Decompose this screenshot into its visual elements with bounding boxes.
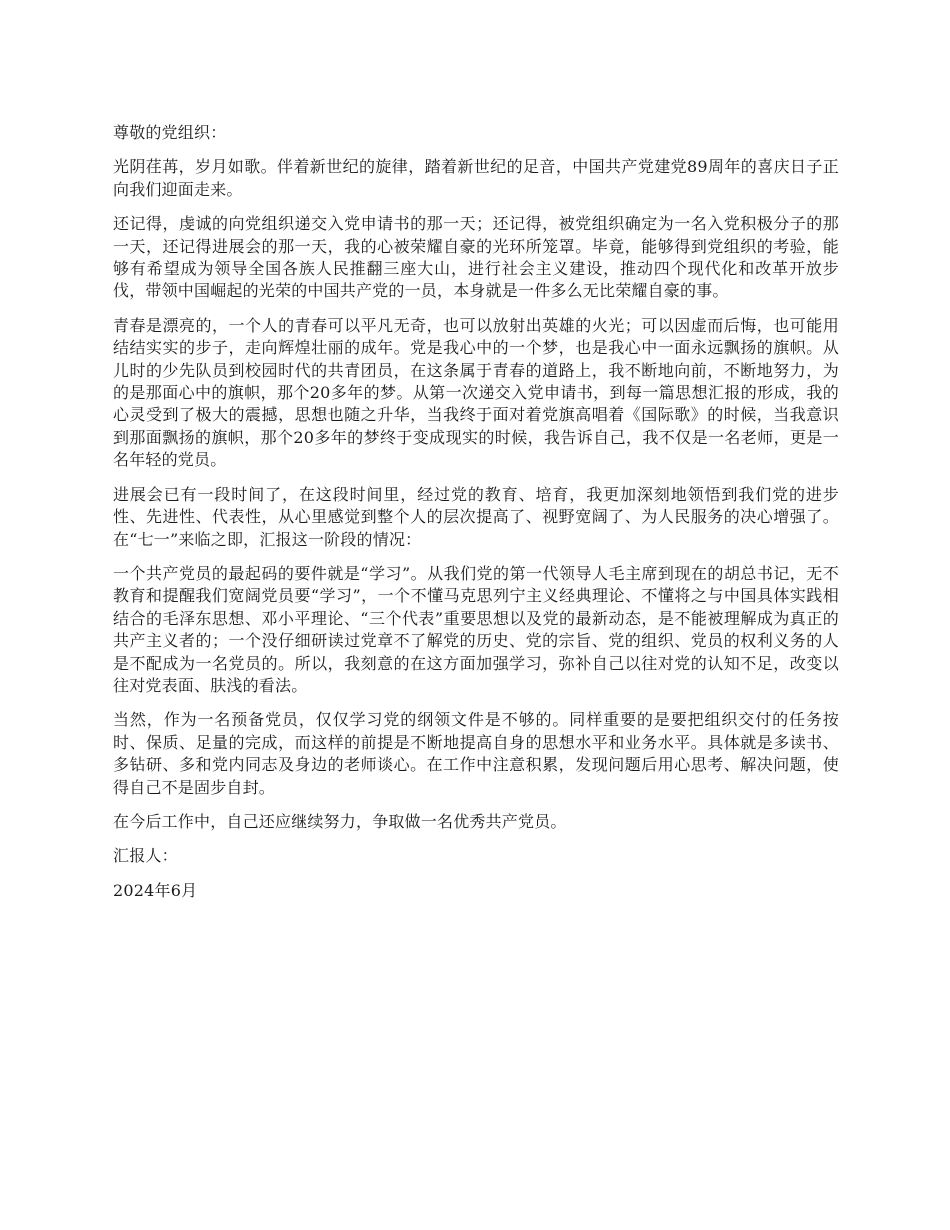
salutation: 尊敬的党组织：	[113, 123, 227, 142]
letter-body	[113, 122, 839, 914]
paragraph-3: 青春是漂亮的，一个人的青春可以平凡无奇，也可以放射出英雄的火光；可以因虚而后悔，也可能用结结实实的步子，走向辉煌壮丽的成年。党是我心中的一个梦，也是我心中一面永远飘扬的旗帜。从儿时的少先队员到校园时代的共青团员，在这条属于青春的道路上，我不断地向前，不断地努力，为的是那面心中的旗帜，那个20多年的梦。从第一次递交入党申请书，到每一篇思想汇报的形成，我的心灵受到了极大的震撼，思想也随之升华，当我终于面对着党旗高唱着《国际歌》的时候，当我意识到那面飘扬的旗帜，那个20多年的梦终于变成现实的时候，我告诉自己，我不仅是一名老师，更是一名年轻的党员。	[113, 315, 839, 470]
report-date: 2024年6月	[113, 880, 198, 900]
paragraph-7: 在今后工作中，自己还应继续努力，争取做一名优秀共产党员。	[113, 811, 567, 831]
paragraph-4: 进展会已有一段时间了，在这段时间里，经过党的教育、培育，我更加深刻地领悟到我们党的进步性、先进性、代表性，从心里感觉到整个人的层次提高了、视野宽阔了、为人民服务的决心增强了。在“七一”来临之即，汇报这一阶段的情况：	[113, 484, 839, 549]
signer-label: 汇报人：	[113, 846, 178, 866]
paragraph-5: 一个共产党员的最起码的要件就是“学习”。从我们党的第一代领导人毛主席到现在的胡总书记，无不教育和提醒我们宽阔党员要“学习”，一个不懂马克思列宁主义经典理论、不懂将之与中国具体实践相结合的毛泽东思想、邓小平理论、“三个代表”重要思想以及党的最新动态，是不能被理解成为真正的共产主义者的；一个没仔细研读过党章不了解党的历史、党的宗旨、党的组织、党员的权利义务的人是不配成为一名党员的。所以，我刻意的在这方面加强学习，弥补自己以往对党的认知不足，改变以往对党表面、肤浅的看法。	[113, 563, 839, 695]
paragraph-2: 还记得，虔诚的向党组织递交入党申请书的那一天；还记得，被党组织确定为一名入党积极分子的那一天，还记得进展会的那一天，我的心被荣耀自豪的光环所笼罩。毕竟，能够得到党组织的考验，能够有希望成为领导全国各族人民推翻三座大山，进行社会主义建设，推动四个现代化和改革开放步伐，带领中国崛起的光荣的中国共产党的一员，本身就是一件多么无比荣耀自豪的事。	[113, 214, 839, 301]
paragraph-1: 光阴荏苒，岁月如歌。伴着新世纪的旋律，踏着新世纪的足音，中国共产党建党89周年的喜庆日子正向我们迎面走来。	[113, 157, 839, 199]
paragraph-6: 当然，作为一名预备党员，仅仅学习党的纲领文件是不够的。同样重要的是要把组织交付的任务按时、保质、足量的完成，而这样的前提是不断地提高自身的思想水平和业务水平。具体就是多读书、多钻研、多和党内同志及身边的老师谈心。在工作中注意积累，发现问题后用心思考、解决问题，使得自己不是固步自封。	[113, 710, 839, 797]
